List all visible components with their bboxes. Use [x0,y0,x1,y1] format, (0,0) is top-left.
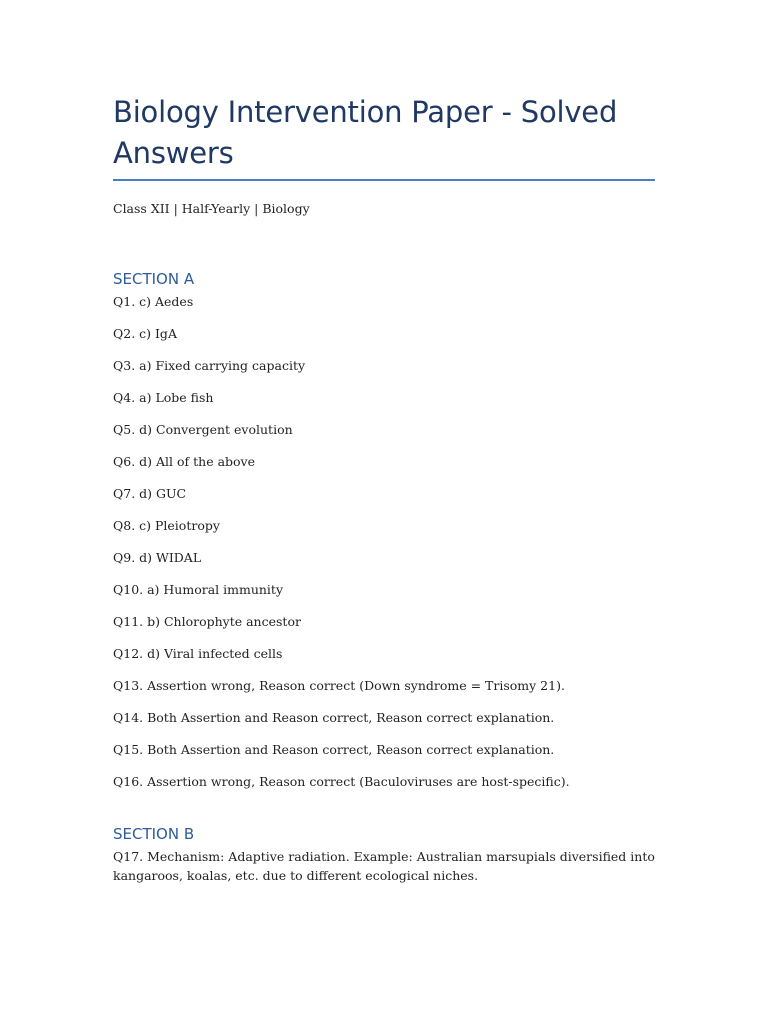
section-a-heading: SECTION A [113,270,195,288]
answer-item: Q7. d) GUC [113,486,187,501]
answer-item: Q5. d) Convergent evolution [113,422,293,437]
answer-item: Q13. Assertion wrong, Reason correct (Down syndrome = Trisomy 21). [113,678,565,693]
answer-item: Q14. Both Assertion and Reason correct, Reason correct explanation. [113,710,555,725]
answer-item: Q4. a) Lobe fish [113,390,214,405]
section-b-answers [113,847,655,885]
answer-item: Q17. Mechanism: Adaptive radiation. Example: Australian marsupials diversified into kangaroos, koalas, etc. due to different ecological niches. [113,849,655,883]
document-page [113,92,655,898]
title-divider [113,179,655,181]
answer-item: Q16. Assertion wrong, Reason correct (Baculoviruses are host-specific). [113,774,570,789]
answer-item: Q1. c) Aedes [113,294,194,309]
answer-item: Q11. b) Chlorophyte ancestor [113,614,301,629]
document-title: Biology Intervention Paper - Solved Answers [113,95,618,170]
answer-item: Q3. a) Fixed carrying capacity [113,358,306,373]
document-meta: Class XII | Half-Yearly | Biology [113,201,310,216]
answer-item: Q9. d) WIDAL [113,550,202,565]
answer-item: Q6. d) All of the above [113,454,256,469]
answer-item: Q10. a) Humoral immunity [113,582,284,597]
answer-item: Q2. c) IgA [113,326,177,341]
answer-item: Q8. c) Pleiotropy [113,518,220,533]
section-a-answers [113,292,655,791]
answer-item: Q12. d) Viral infected cells [113,646,283,661]
answer-item: Q15. Both Assertion and Reason correct, Reason correct explanation. [113,742,555,757]
section-b-heading: SECTION B [113,825,195,843]
